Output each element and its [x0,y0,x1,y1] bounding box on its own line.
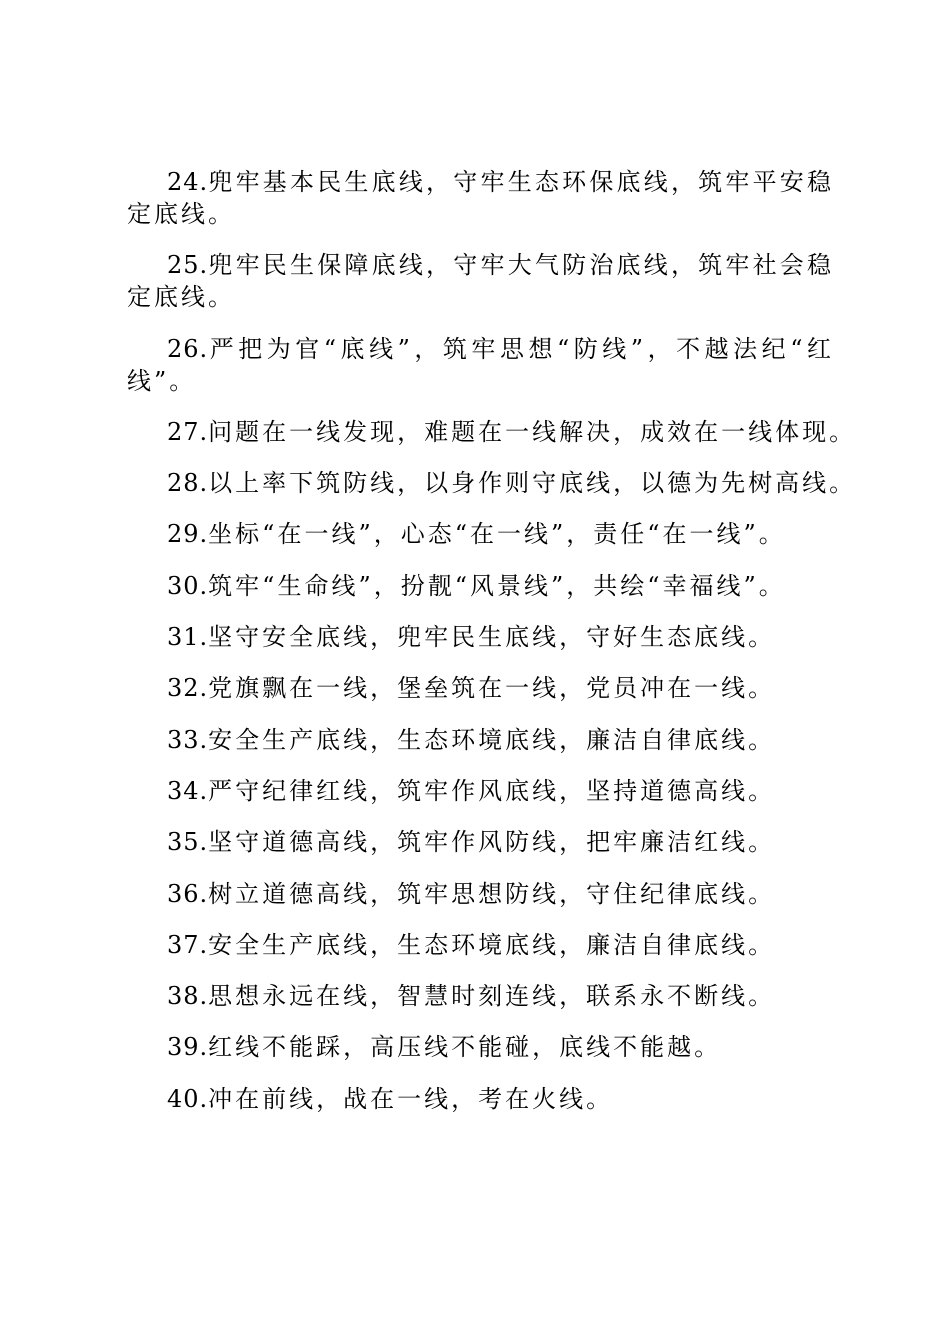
item-text: 严守纪律红线，筑牢作风底线，坚持道德高线。 [208,776,776,805]
item-text: 安全生产底线，生态环境底线，廉洁自律底线。 [208,930,776,959]
item-number: 36. [167,879,209,908]
list-item [127,166,834,230]
list-item [127,518,834,550]
item-text: 冲在前线，战在一线，考在火线。 [208,1084,614,1113]
item-number: 34. [167,776,209,805]
item-number: 27. [167,417,209,446]
list-item [127,416,857,448]
item-number: 31. [167,623,209,652]
document-body [127,166,857,1134]
item-number: 28. [167,469,209,498]
item-text: 问题在一线发现，难题在一线解决，成效在一线体现。 [208,417,857,446]
item-number: 24. [167,168,209,196]
item-number: 26. [167,334,209,363]
item-number: 37. [167,930,209,959]
list-item [127,249,834,313]
list-item [127,929,834,961]
item-number: 39. [167,1033,209,1062]
item-text: 安全生产底线，生态环境底线，廉洁自律底线。 [208,725,776,754]
list-item [127,467,857,499]
list-item [127,333,834,397]
item-text: 筑牢“生命线”，扮靓“风景线”，共绘“幸福线”。 [208,571,786,600]
list-item [127,878,834,910]
item-text: 红线不能踩，高压线不能碰，底线不能越。 [208,1033,722,1062]
item-text: 坐标“在一线”，心态“在一线”，责任“在一线”。 [208,520,786,549]
list-item [127,672,834,704]
item-number: 32. [167,674,209,703]
item-text: 党旗飘在一线，堡垒筑在一线，党员冲在一线。 [208,674,776,703]
item-text: 坚守道德高线，筑牢作风防线，把牢廉洁红线。 [208,828,776,857]
item-text: 树立道德高线，筑牢思想防线，守住纪律底线。 [208,879,776,908]
item-number: 40. [167,1084,209,1113]
item-number: 29. [167,520,209,549]
item-number: 30. [167,571,209,600]
item-text: 思想永远在线，智慧时刻连线，联系永不断线。 [208,982,776,1011]
list-item [127,775,834,807]
item-number: 38. [167,982,209,1011]
item-text: 坚守安全底线，兜牢民生底线，守好生态底线。 [208,623,776,652]
list-item [127,1031,834,1063]
item-number: 25. [167,251,209,280]
list-item [127,621,834,653]
item-text: 兜牢基本民生底线，守牢生态环保底线，筑牢平安稳定底线。 [127,168,834,228]
list-item [127,724,834,756]
item-text: 严把为官“底线”，筑牢思想“防线”，不越法纪“红线”。 [127,334,834,395]
list-item [127,980,834,1012]
list-item [127,570,834,602]
item-text: 以上率下筑防线，以身作则守底线，以德为先树高线。 [208,469,857,498]
list-item [127,826,834,858]
item-number: 35. [167,828,209,857]
item-text: 兜牢民生保障底线，守牢大气防治底线，筑牢社会稳定底线。 [127,251,834,312]
item-number: 33. [167,725,209,754]
list-item [127,1083,834,1115]
